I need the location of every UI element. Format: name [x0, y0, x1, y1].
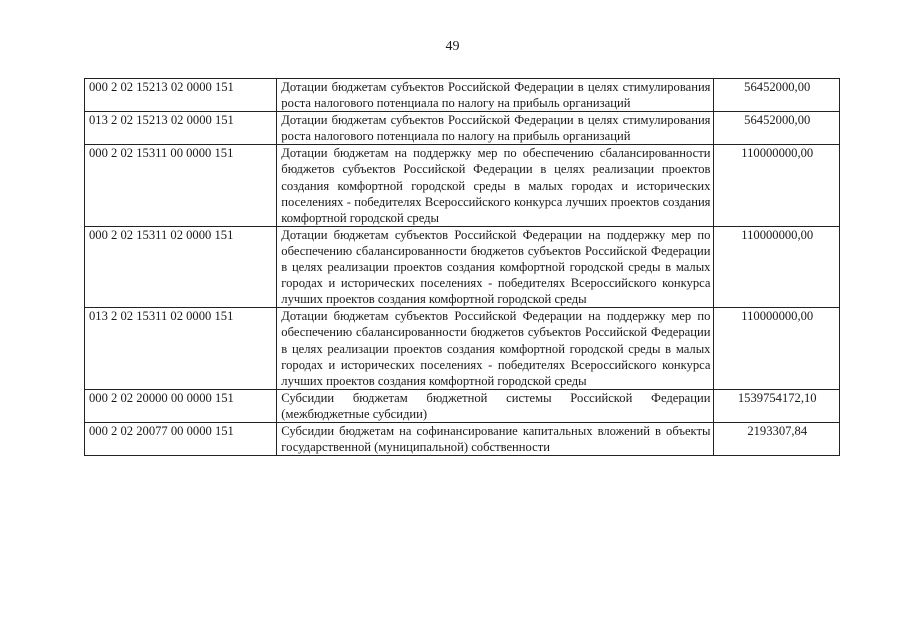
amount-cell: 110000000,00: [714, 308, 840, 389]
table-row: [85, 422, 840, 455]
budget-code-cell: 000 2 02 20077 00 0000 151: [85, 422, 277, 455]
page-number: 49: [445, 39, 460, 54]
table-row: [85, 112, 840, 145]
description-cell: Дотации бюджетам субъектов Российской Федерации в целях стимулирования роста налогового потенциала по налогу на прибыль организаций: [277, 79, 714, 112]
description-cell: Дотации бюджетам субъектов Российской Федерации в целях стимулирования роста налогового потенциала по налогу на прибыль организаций: [277, 112, 714, 145]
budget-code-cell: 000 2 02 15213 02 0000 151: [85, 79, 277, 112]
description-cell: Субсидии бюджетам бюджетной системы Российской Федерации (межбюджетные субсидии): [277, 389, 714, 422]
budget-code-cell: 000 2 02 15311 00 0000 151: [85, 145, 277, 226]
amount-cell: 56452000,00: [714, 112, 840, 145]
budget-code-cell: 013 2 02 15213 02 0000 151: [85, 112, 277, 145]
table-row: [85, 79, 840, 112]
amount-cell: 110000000,00: [714, 226, 840, 307]
description-cell: Субсидии бюджетам на софинансирование капитальных вложений в объекты государственной (муниципальной) собственности: [277, 422, 714, 455]
budget-code-cell: 000 2 02 15311 02 0000 151: [85, 226, 277, 307]
amount-cell: 2193307,84: [714, 422, 840, 455]
amount-cell: 110000000,00: [714, 145, 840, 226]
budget-code-cell: 000 2 02 20000 00 0000 151: [85, 389, 277, 422]
table-row: [85, 308, 840, 389]
description-cell: Дотации бюджетам субъектов Российской Федерации на поддержку мер по обеспечению сбалансированности бюджетов субъектов Российской Федерации в целях реализации проектов создания комфортной городской среды в малых городах и исторических поселениях - победителях Всероссийского конкурса лучших проектов создания комфортной городской среды: [277, 226, 714, 307]
table-row: [85, 145, 840, 226]
amount-cell: 56452000,00: [714, 79, 840, 112]
budget-code-cell: 013 2 02 15311 02 0000 151: [85, 308, 277, 389]
description-cell: Дотации бюджетам субъектов Российской Федерации на поддержку мер по обеспечению сбалансированности бюджетов субъектов Российской Федерации в целях реализации проектов создания комфортной городской среды в малых городах и исторических поселениях - победителях Всероссийского конкурса лучших проектов создания комфортной городской среды: [277, 308, 714, 389]
table-row: [85, 226, 840, 307]
table-row: [85, 389, 840, 422]
description-cell: Дотации бюджетам на поддержку мер по обеспечению сбалансированности бюджетов субъектов Российской Федерации в целях реализации проектов создания комфортной городской среды в малых городах и исторических поселениях - победителях Всероссийского конкурса лучших проектов создания комфортной городской среды: [277, 145, 714, 226]
amount-cell: 1539754172,10: [714, 389, 840, 422]
budget-revenue-table: [84, 78, 840, 456]
